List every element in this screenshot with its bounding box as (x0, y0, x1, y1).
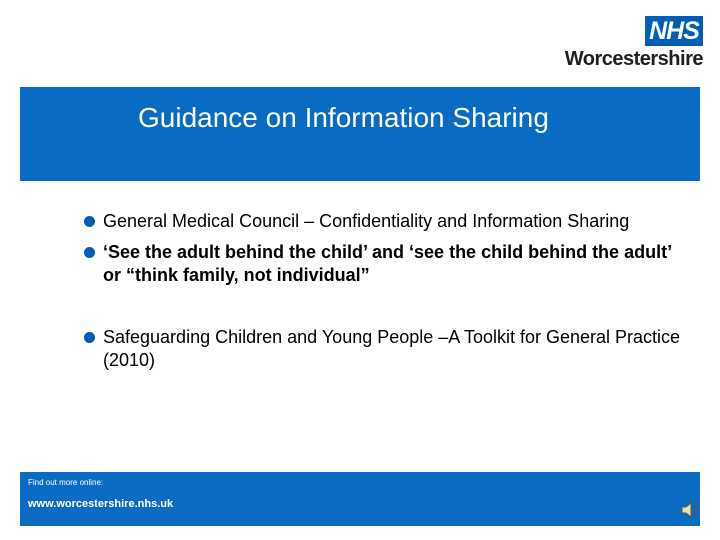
nhs-badge: NHS (645, 16, 703, 46)
bullet-dot-icon (84, 332, 95, 343)
bullet-text: ‘See the adult behind the child’ and ‘see the child behind the adult’ or “think family, not individual” (103, 242, 672, 285)
slide-title: Guidance on Information Sharing (138, 102, 549, 133)
bullet-dot-icon (84, 216, 95, 227)
footer-label: Find out more online: (28, 478, 104, 487)
bullet-dot-icon (84, 247, 95, 258)
bullet-item (84, 326, 684, 372)
nhs-worcestershire-logo (558, 16, 703, 72)
bullet-item (84, 241, 684, 287)
title-band (20, 87, 700, 181)
footer-url-link[interactable]: www.worcestershire.nhs.uk (28, 498, 174, 510)
bullet-text: General Medical Council – Confidentiality and Information Sharing (103, 211, 630, 231)
bullet-text: Safeguarding Children and Young People –A Toolkit for General Practice (2010) (103, 327, 681, 370)
footer-band (20, 472, 700, 526)
bullet-list (84, 210, 684, 372)
bullet-item (84, 210, 684, 233)
speaker-icon[interactable] (679, 499, 701, 521)
org-name: Worcestershire (564, 48, 703, 70)
